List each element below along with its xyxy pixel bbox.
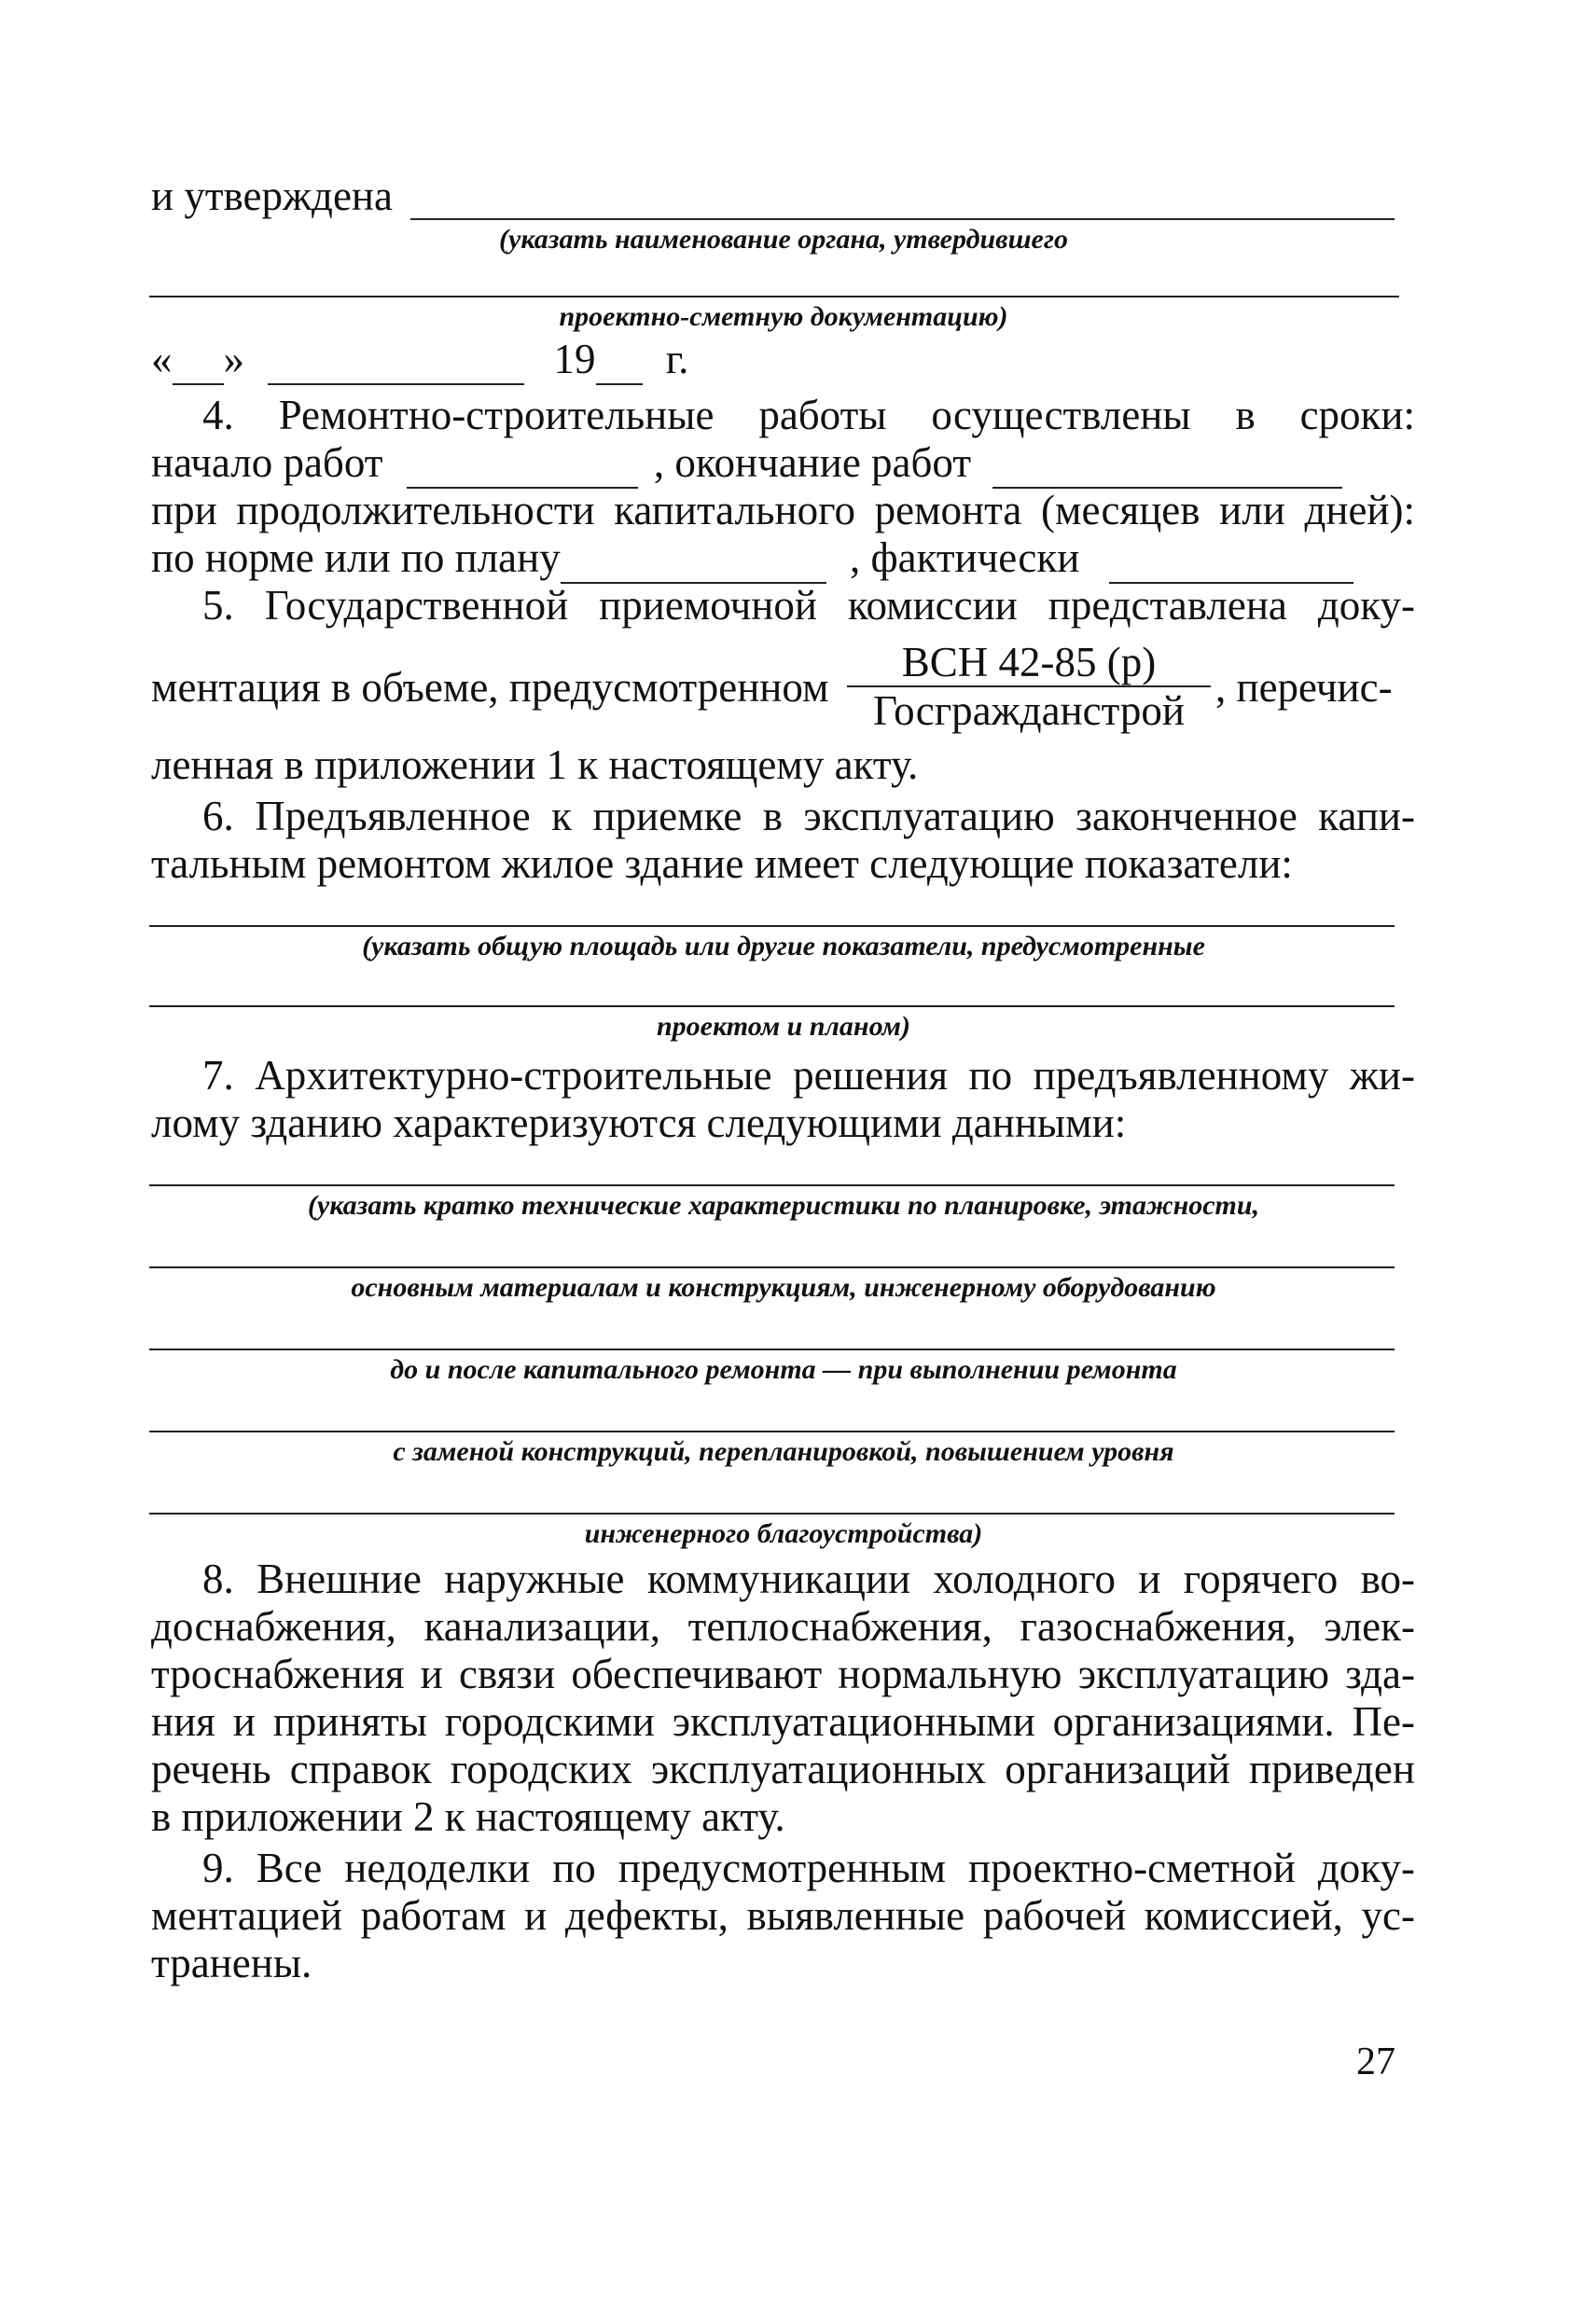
approval-date-line	[151, 336, 688, 385]
item9-line1: 9. Все недоделки по предусмотренным проектно-сметной доку-	[202, 1845, 1415, 1891]
approval-caption-2: проектно-сметную документацию)	[559, 301, 1008, 332]
page-number: 27	[1356, 2040, 1395, 2083]
actual-label: , фактически	[849, 534, 1080, 581]
actual-duration-field[interactable]	[1109, 534, 1353, 584]
item7-line1: 7. Архитектурно-строительные решения по предъявленному жи-	[202, 1052, 1415, 1099]
item7-caption-5: инженерного благоустройства)	[584, 1518, 983, 1549]
item7-caption-1: (указать кратко технические характеристики по планировке, этажности,	[307, 1190, 1260, 1221]
characteristics-field-2[interactable]	[149, 1266, 1395, 1268]
quote-open: «	[151, 336, 173, 382]
fraction-top: ВСН 42-85 (р)	[847, 639, 1211, 687]
characteristics-field-5[interactable]	[149, 1513, 1395, 1515]
item8-line4: ния и приняты городскими эксплуатационными организациями. Пе-	[151, 1698, 1415, 1745]
year-prefix: 19	[553, 336, 596, 382]
item7-caption-3: до и после капитального ремонта — при выполнении ремонта	[390, 1354, 1177, 1385]
approval-caption-1: (указать наименование органа, утвердившего	[499, 224, 1068, 255]
item8-line5: речень справок городских эксплуатационных организаций приведен	[151, 1746, 1415, 1792]
year-field[interactable]	[596, 336, 643, 385]
indicators-field-2[interactable]	[149, 1005, 1395, 1007]
item9-line3: транены.	[151, 1940, 312, 1986]
item6-line1: 6. Предъявленное к приемке в эксплуатацию законченное капи-	[202, 793, 1415, 839]
start-date-field[interactable]	[407, 439, 638, 489]
year-suffix: г.	[665, 336, 689, 382]
characteristics-field-1[interactable]	[149, 1184, 1395, 1186]
item6-line2: тальным ремонтом жилое здание имеет следующие показатели:	[151, 840, 1293, 887]
item6-caption-2: проектом и планом)	[657, 1011, 910, 1042]
day-field[interactable]	[173, 336, 224, 385]
item4-norm-line	[151, 534, 1420, 584]
characteristics-field-4[interactable]	[149, 1431, 1395, 1432]
item8-line1: 8. Внешние наружные коммуникации холодного и горячего во-	[202, 1556, 1415, 1602]
end-date-field[interactable]	[992, 439, 1342, 489]
approval-label-line	[151, 173, 393, 220]
duration-text: при продолжительности капитального ремонта (месяцев или дней):	[151, 487, 1415, 533]
item8-line6: в приложении 2 к настоящему акту.	[151, 1793, 785, 1840]
item8-line3: троснабжения и связи обеспечивают нормальную эксплуатацию зда-	[151, 1651, 1415, 1697]
item7-line2: лому зданию характеризуются следующими данными:	[151, 1100, 1127, 1146]
item7-caption-4: с заменой конструкций, перепланировкой, повышением уровня	[393, 1436, 1174, 1467]
vsn-fraction	[847, 639, 1211, 734]
fraction-bottom: Госгражданстрой	[873, 687, 1185, 734]
norm-duration-field[interactable]	[561, 534, 826, 584]
indicators-field-1[interactable]	[149, 925, 1395, 927]
start-label: начало работ	[151, 439, 383, 486]
item6-caption-1: (указать общую площадь или другие показатели, предусмотренные	[362, 931, 1205, 961]
approval-authority-field[interactable]	[410, 218, 1395, 220]
approval-label: и утверждена	[151, 173, 393, 219]
norm-label: по норме или по плану	[151, 534, 561, 581]
item5-line1: 5. Государственной приемочной комиссии представлена доку-	[202, 582, 1415, 629]
item5-line3: ленная в приложении 1 к настоящему акту.	[151, 741, 919, 788]
end-label: , окончание работ	[653, 439, 971, 486]
item8-line2: доснабжения, канализации, теплоснабжения, газоснабжения, элек-	[151, 1603, 1415, 1650]
characteristics-field-3[interactable]	[149, 1349, 1395, 1350]
item4-dates-line	[151, 439, 1420, 489]
month-field[interactable]	[268, 336, 524, 385]
approval-authority-field-2[interactable]	[149, 296, 1399, 297]
item5-line2-left: ментация в объеме, предусмотренном	[151, 664, 829, 711]
item9-line2: ментацией работам и дефекты, выявленные рабочей комиссией, ус-	[151, 1892, 1415, 1939]
item5-line2-right: , перечис-	[1215, 664, 1393, 711]
item7-caption-2: основным материалам и конструкциям, инженерному оборудованию	[351, 1272, 1216, 1303]
quote-close: »	[223, 336, 244, 382]
item4-heading: 4. Ремонтно-строительные работы осуществлены в сроки:	[202, 392, 1415, 438]
